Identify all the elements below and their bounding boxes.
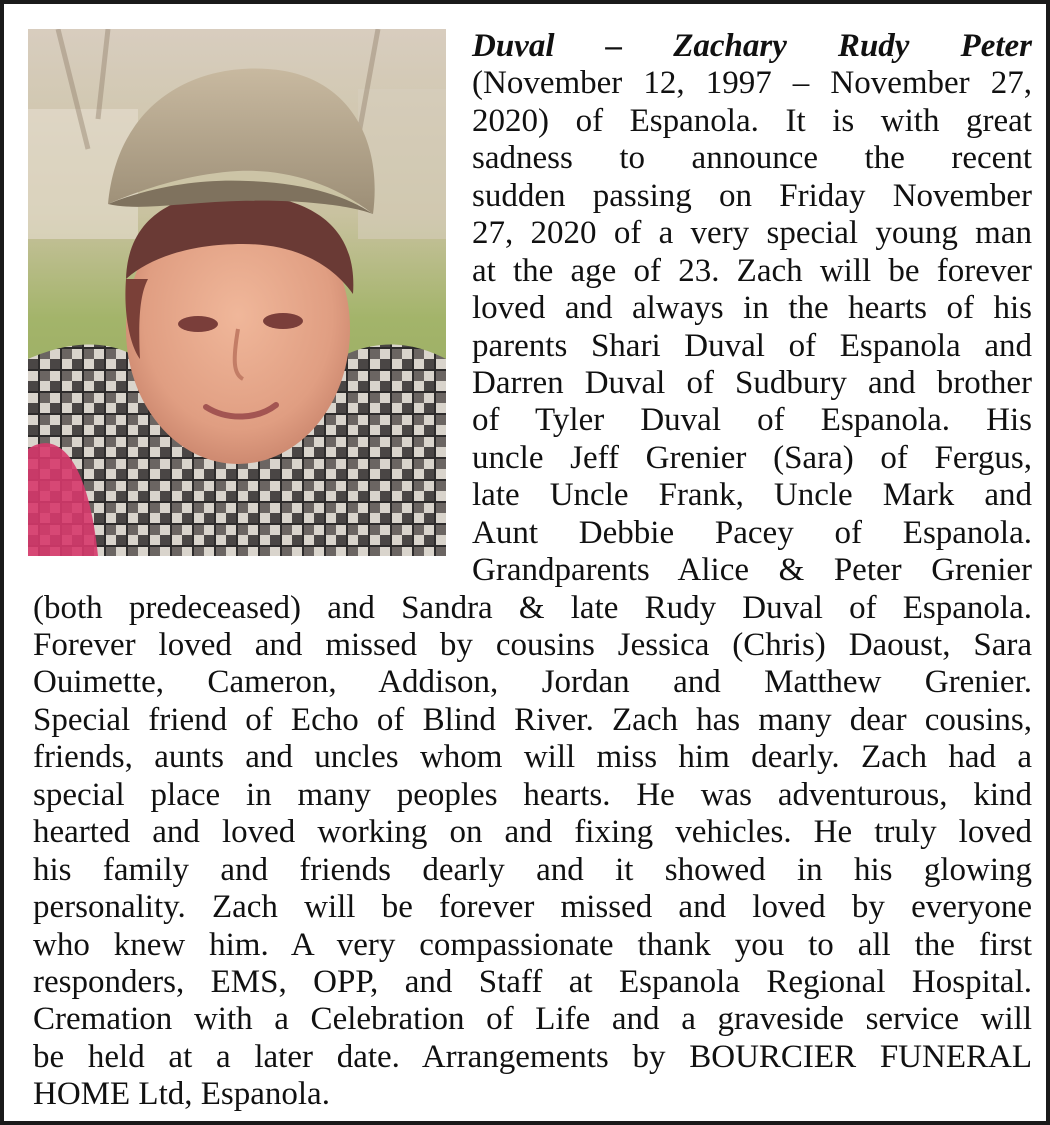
text-line: late Uncle Frank, Uncle Mark and xyxy=(472,477,1032,514)
text-line: (November 12, 1997 – November 27, xyxy=(472,65,1032,102)
text-line: his family and friends dearly and it showed in his glowing xyxy=(33,851,1032,888)
text-line: personality. Zach will be forever missed and loved by everyone xyxy=(33,889,1032,926)
text-line: parents Shari Duval of Espanola and xyxy=(472,327,1032,364)
text-line: Aunt Debbie Pacey of Espanola. xyxy=(472,514,1032,551)
text-line: hearted and loved working on and fixing vehicles. He truly loved xyxy=(33,814,1032,851)
text-line: who knew him. A very compassionate thank you to all the first xyxy=(33,926,1032,963)
text-line: 27, 2020 of a very special young man xyxy=(472,215,1032,252)
text-line: Cremation with a Celebration of Life and a graveside service will xyxy=(33,1001,1032,1038)
text-line: be held at a later date. Arrangements by BOURCIER FUNERAL xyxy=(33,1038,1032,1075)
text-line: (both predeceased) and Sandra & late Rudy Duval of Espanola. xyxy=(33,589,1032,626)
text-line: Darren Duval of Sudbury and brother xyxy=(472,364,1032,401)
text-line: at the age of 23. Zach will be forever xyxy=(472,252,1032,289)
text-line: Ouimette, Cameron, Addison, Jordan and Matthew Grenier. xyxy=(33,664,1032,701)
text-line: of Tyler Duval of Espanola. His xyxy=(472,402,1032,439)
text-line: responders, EMS, OPP, and Staff at Espanola Regional Hospital. xyxy=(33,963,1032,1000)
text-line: sudden passing on Friday November xyxy=(472,177,1032,214)
name-heading xyxy=(33,28,1032,65)
text-line: 2020) of Espanola. It is with great xyxy=(472,102,1032,139)
text-line: Grandparents Alice & Peter Grenier xyxy=(472,552,1032,589)
text-line: sadness to announce the recent xyxy=(472,140,1032,177)
text-line: Special friend of Echo of Blind River. Zach has many dear cousins, xyxy=(33,701,1032,738)
text-line: special place in many peoples hearts. He was adventurous, kind xyxy=(33,776,1032,813)
text-line: Forever loved and missed by cousins Jessica (Chris) Daoust, Sara xyxy=(33,627,1032,663)
text-line: friends, aunts and uncles whom will miss him dearly. Zach had a xyxy=(33,739,1032,776)
deceased-name: Duval – Zachary Rudy Peter xyxy=(472,28,1032,64)
text-line: HOME Ltd, Espanola. xyxy=(33,1076,330,1113)
obituary-text xyxy=(33,28,1032,1114)
text-line: loved and always in the hearts of his xyxy=(472,290,1032,327)
text-line: uncle Jeff Grenier (Sara) of Fergus, xyxy=(472,439,1032,476)
